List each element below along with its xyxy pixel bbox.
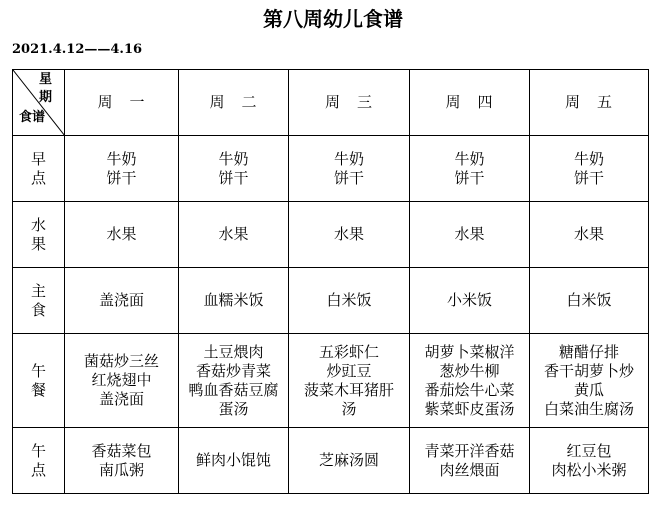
dish-line: 土豆煨肉: [203, 342, 264, 361]
menu-cell-snack-wednesday: [289, 428, 410, 494]
dish-line: 牛奶: [218, 149, 249, 168]
menu-cell-snack-thursday: [410, 428, 530, 494]
menu-cell-breakfast-wednesday: [289, 136, 410, 202]
dish-line: 蛋汤: [218, 399, 249, 418]
dish-line: 五彩虾仁: [318, 342, 379, 361]
menu-cell-staple-tuesday: [179, 268, 289, 334]
menu-cell-breakfast-tuesday: [179, 136, 289, 202]
menu-cell-staple-wednesday: [289, 268, 410, 334]
row-label-char: 食: [30, 300, 46, 319]
dish-line: 番茄烩牛心菜: [424, 380, 515, 399]
table-row-lunch: [13, 334, 649, 428]
row-label-fruit: [13, 202, 65, 268]
dish-line: 饼干: [333, 168, 364, 187]
menu-cell-lunch-wednesday: [289, 334, 410, 428]
dish-line: 汤: [341, 399, 357, 418]
dish-line: 盖浇面: [98, 291, 144, 309]
dish-line: 牛奶: [333, 149, 364, 168]
dish-line: 白米饭: [326, 291, 372, 309]
dish-line: 小米饭: [446, 291, 492, 309]
dish-line: 香菇炒青菜: [195, 361, 271, 380]
date-range: 2021.4.12——4.16: [12, 42, 143, 57]
menu-cell-lunch-thursday: [410, 334, 530, 428]
menu-cell-breakfast-monday: [65, 136, 179, 202]
dish-line: 鲜肉小馄饨: [195, 451, 271, 469]
dish-line: 炒豇豆: [326, 361, 372, 380]
menu-cell-fruit-thursday: [410, 202, 530, 268]
menu-cell-snack-friday: [530, 428, 649, 494]
corner-label-weekday-bottom: 期: [39, 90, 53, 105]
header-row: [13, 70, 649, 136]
day-header-monday: 周 一: [65, 70, 179, 136]
menu-cell-staple-friday: [530, 268, 649, 334]
dish-line: 芝麻汤圆: [318, 451, 379, 469]
row-label-char: 餐: [30, 380, 46, 399]
menu-cell-staple-monday: [65, 268, 179, 334]
dish-line: 血糯米饭: [203, 291, 264, 309]
menu-table: [12, 69, 649, 494]
menu-cell-lunch-monday: [65, 334, 179, 428]
dish-line: 肉丝煨面: [439, 460, 500, 479]
day-header-wednesday: 周 三: [289, 70, 410, 136]
dish-line: 白米饭: [566, 291, 612, 309]
day-header-tuesday: 周 二: [179, 70, 289, 136]
row-label-char: 早: [30, 149, 46, 168]
dish-line: 红烧翅中: [91, 371, 152, 389]
corner-label-weekday-top: 星: [39, 72, 53, 87]
dish-line: 水果: [106, 225, 137, 243]
dish-line: 水果: [454, 225, 485, 243]
dish-line: 饼干: [218, 168, 249, 187]
row-label-char: 午: [30, 361, 46, 380]
page-title: 第八周幼儿食谱: [263, 7, 403, 31]
dish-line: 盖浇面: [98, 390, 144, 408]
table-row-fruit: [13, 202, 649, 268]
dish-line: 鸭血香菇豆腐: [188, 380, 279, 399]
row-label-lunch: [13, 334, 65, 428]
dish-line: 牛奶: [454, 149, 485, 168]
dish-line: 水果: [218, 225, 249, 243]
dish-line: 糖醋仔排: [558, 342, 619, 361]
dish-line: 菠菜木耳猪肝: [303, 380, 394, 399]
dish-line: 牛奶: [106, 149, 137, 168]
dish-line: 香干胡萝卜炒: [543, 361, 634, 380]
menu-cell-lunch-tuesday: [179, 334, 289, 428]
dish-line: 饼干: [106, 168, 137, 187]
menu-cell-fruit-tuesday: [179, 202, 289, 268]
dish-line: 胡萝卜菜椒洋: [424, 342, 515, 361]
row-label-char: 点: [30, 168, 46, 187]
row-label-breakfast: [13, 136, 65, 202]
dish-line: 肉松小米粥: [551, 460, 627, 479]
dish-line: 南瓜粥: [98, 460, 144, 479]
table-row-breakfast: [13, 136, 649, 202]
row-label-char: 午: [30, 441, 46, 460]
dish-line: 紫菜虾皮蛋汤: [424, 399, 515, 418]
row-label-snack: [13, 428, 65, 494]
menu-cell-fruit-friday: [530, 202, 649, 268]
dish-line: 水果: [573, 225, 604, 243]
dish-line: 葱炒牛柳: [439, 361, 500, 380]
menu-cell-lunch-friday: [530, 334, 649, 428]
menu-cell-fruit-wednesday: [289, 202, 410, 268]
corner-cell: [13, 70, 65, 136]
table-row-staple: [13, 268, 649, 334]
corner-label-menu: 食谱: [19, 110, 46, 125]
dish-line: 饼干: [573, 168, 604, 187]
menu-cell-breakfast-friday: [530, 136, 649, 202]
menu-cell-breakfast-thursday: [410, 136, 530, 202]
dish-line: 菌菇炒三丝: [83, 352, 159, 370]
dish-line: 水果: [333, 225, 364, 243]
row-label-char: 果: [30, 234, 46, 253]
menu-cell-fruit-monday: [65, 202, 179, 268]
menu-cell-snack-tuesday: [179, 428, 289, 494]
row-label-char: 水: [30, 215, 46, 234]
dish-line: 青菜开洋香菇: [424, 441, 515, 460]
dish-line: 牛奶: [573, 149, 604, 168]
dish-line: 饼干: [454, 168, 485, 187]
row-label-char: 点: [30, 460, 46, 479]
dish-line: 黄瓜: [573, 380, 604, 399]
dish-line: 香菇菜包: [91, 441, 152, 460]
row-label-char: 主: [30, 281, 46, 300]
dish-line: 白菜油生腐汤: [543, 399, 634, 418]
menu-cell-snack-monday: [65, 428, 179, 494]
day-header-friday: 周 五: [530, 70, 649, 136]
dish-line: 红豆包: [566, 441, 612, 460]
menu-cell-staple-thursday: [410, 268, 530, 334]
day-header-thursday: 周 四: [410, 70, 530, 136]
table-row-snack: [13, 428, 649, 494]
row-label-staple: [13, 268, 65, 334]
